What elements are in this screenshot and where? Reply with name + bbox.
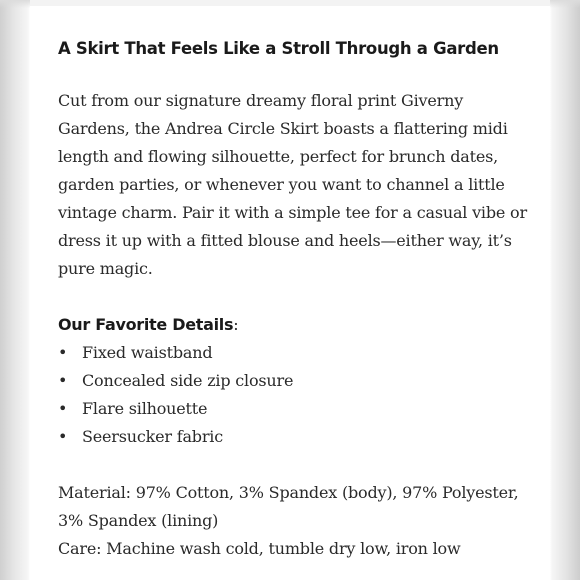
list-item xyxy=(58,339,533,367)
list-item-label: Flare silhouette xyxy=(82,399,208,418)
bullet-icon: • xyxy=(58,371,68,390)
list-item xyxy=(58,395,533,423)
product-description: Cut from our signature dreamy floral print Giverny Gardens, the Andrea Circle Skirt boasts a flattering midi length and flowing silhouette, perfect for brunch dates, garden parties, or whenever you want to channel a little vintage charm. Pair it with a simple tee for a casual vibe or dress it up with a fitted blouse and heels—either way, it’s pure magic. xyxy=(58,91,527,278)
details-list xyxy=(58,339,533,451)
details-title-label: Our Favorite Details xyxy=(58,315,234,334)
care-info: Care: Machine wash cold, tumble dry low, iron low xyxy=(58,539,461,558)
product-description-card xyxy=(30,0,550,580)
list-item-label: Fixed waistband xyxy=(82,343,213,362)
details-title-colon: : xyxy=(233,315,239,334)
section-heading: A Skirt That Feels Like a Stroll Through a Garden xyxy=(58,39,499,58)
material-info: Material: 97% Cotton, 3% Spandex (body), 97% Polyester, 3% Spandex (lining) xyxy=(58,483,519,530)
list-item xyxy=(58,367,533,395)
details-title xyxy=(58,311,533,339)
list-item-label: Seersucker fabric xyxy=(82,427,223,446)
bullet-icon: • xyxy=(58,427,68,446)
bullet-icon: • xyxy=(58,399,68,418)
list-item-label: Concealed side zip closure xyxy=(82,371,294,390)
list-item xyxy=(58,423,533,451)
description-content xyxy=(58,38,533,563)
bullet-icon: • xyxy=(58,343,68,362)
